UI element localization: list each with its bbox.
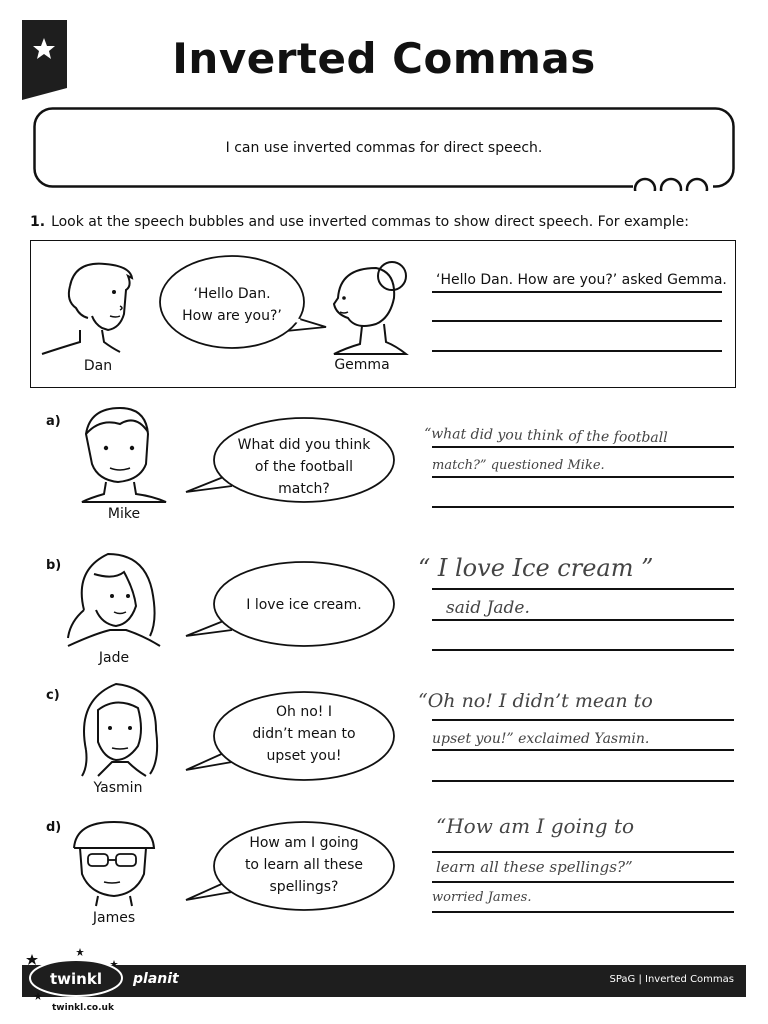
james-illustration bbox=[70, 818, 160, 910]
handwritten-answer-line: “How am I going to bbox=[436, 814, 635, 838]
writing-line bbox=[432, 619, 734, 621]
speaker-name-james: James bbox=[92, 910, 136, 926]
writing-line bbox=[432, 749, 734, 751]
twinkl-url[interactable]: twinkl.co.uk bbox=[52, 1003, 114, 1013]
bubble-text-c: Oh no! I didn’t mean to upset you! bbox=[252, 704, 356, 764]
jade-illustration bbox=[64, 550, 164, 650]
handwritten-answer-line: learn all these spellings?” bbox=[436, 858, 633, 876]
circle-decoration bbox=[687, 179, 707, 191]
item-label-c: c) bbox=[46, 688, 60, 703]
writing-line bbox=[432, 476, 734, 478]
writing-line bbox=[432, 320, 722, 322]
handwritten-answer-line: match?” questioned Mike. bbox=[432, 458, 605, 473]
circle-decoration bbox=[661, 179, 681, 191]
item-label-b: b) bbox=[46, 558, 62, 573]
handwritten-answer-line: “ I love Ice cream ” bbox=[418, 554, 654, 582]
writing-line bbox=[432, 881, 734, 883]
star-icon bbox=[34, 992, 42, 1000]
speaker-name-dan: Dan bbox=[83, 358, 113, 374]
writing-line bbox=[432, 911, 734, 913]
bubble-text-b: I love ice cream. bbox=[246, 597, 362, 613]
handwritten-answer-line: worried James. bbox=[432, 890, 532, 905]
item-label-d: d) bbox=[46, 820, 62, 835]
speaker-name-gemma: Gemma bbox=[334, 357, 390, 373]
handwritten-answer-line: upset you!” exclaimed Yasmin. bbox=[432, 731, 650, 747]
planit-brand: planit bbox=[133, 971, 179, 987]
writing-line bbox=[432, 291, 722, 293]
mike-illustration bbox=[80, 404, 170, 504]
writing-line bbox=[432, 780, 734, 782]
twinkl-logo[interactable] bbox=[24, 946, 124, 1004]
writing-line bbox=[432, 719, 734, 721]
dan-illustration bbox=[40, 256, 140, 356]
question-number: 1. bbox=[30, 214, 46, 230]
speaker-name-yasmin: Yasmin bbox=[93, 780, 143, 796]
question-text: Look at the speech bubbles and use inverted commas to show direct speech. For example: bbox=[51, 214, 689, 230]
writing-line bbox=[432, 506, 734, 508]
example-bubble-text: ‘Hello Dan. How are you?’ bbox=[182, 286, 282, 324]
question-prompt bbox=[30, 214, 689, 230]
writing-line bbox=[432, 446, 734, 448]
handwritten-answer-line: said Jade. bbox=[446, 598, 530, 618]
footer-subject: SPaG | Inverted Commas bbox=[609, 974, 734, 985]
bubble-text-a: What did you think of the football match? bbox=[237, 437, 371, 497]
star-icon bbox=[76, 948, 84, 956]
bubble-text-d: How am I going to learn all these spellings? bbox=[244, 835, 364, 895]
example-answer: ‘Hello Dan. How are you?’ asked Gemma. bbox=[436, 272, 727, 288]
page-title: Inverted Commas bbox=[172, 34, 596, 83]
learning-objective: I can use inverted commas for direct speech. bbox=[225, 140, 543, 156]
speaker-name-jade: Jade bbox=[98, 650, 130, 666]
svg-text:twinkl: twinkl bbox=[50, 970, 102, 988]
star-icon bbox=[26, 954, 38, 965]
handwritten-answer-line: “Oh no! I didn’t mean to bbox=[418, 690, 653, 712]
writing-line bbox=[432, 851, 734, 853]
gemma-illustration bbox=[326, 258, 412, 358]
circle-decoration bbox=[635, 179, 655, 191]
writing-line bbox=[432, 588, 734, 590]
item-label-a: a) bbox=[46, 414, 61, 429]
writing-line bbox=[432, 649, 734, 651]
handwritten-answer-line: “what did you think of the football bbox=[423, 425, 668, 447]
writing-line bbox=[432, 350, 722, 352]
speaker-name-mike: Mike bbox=[107, 506, 141, 522]
yasmin-illustration bbox=[76, 680, 162, 780]
